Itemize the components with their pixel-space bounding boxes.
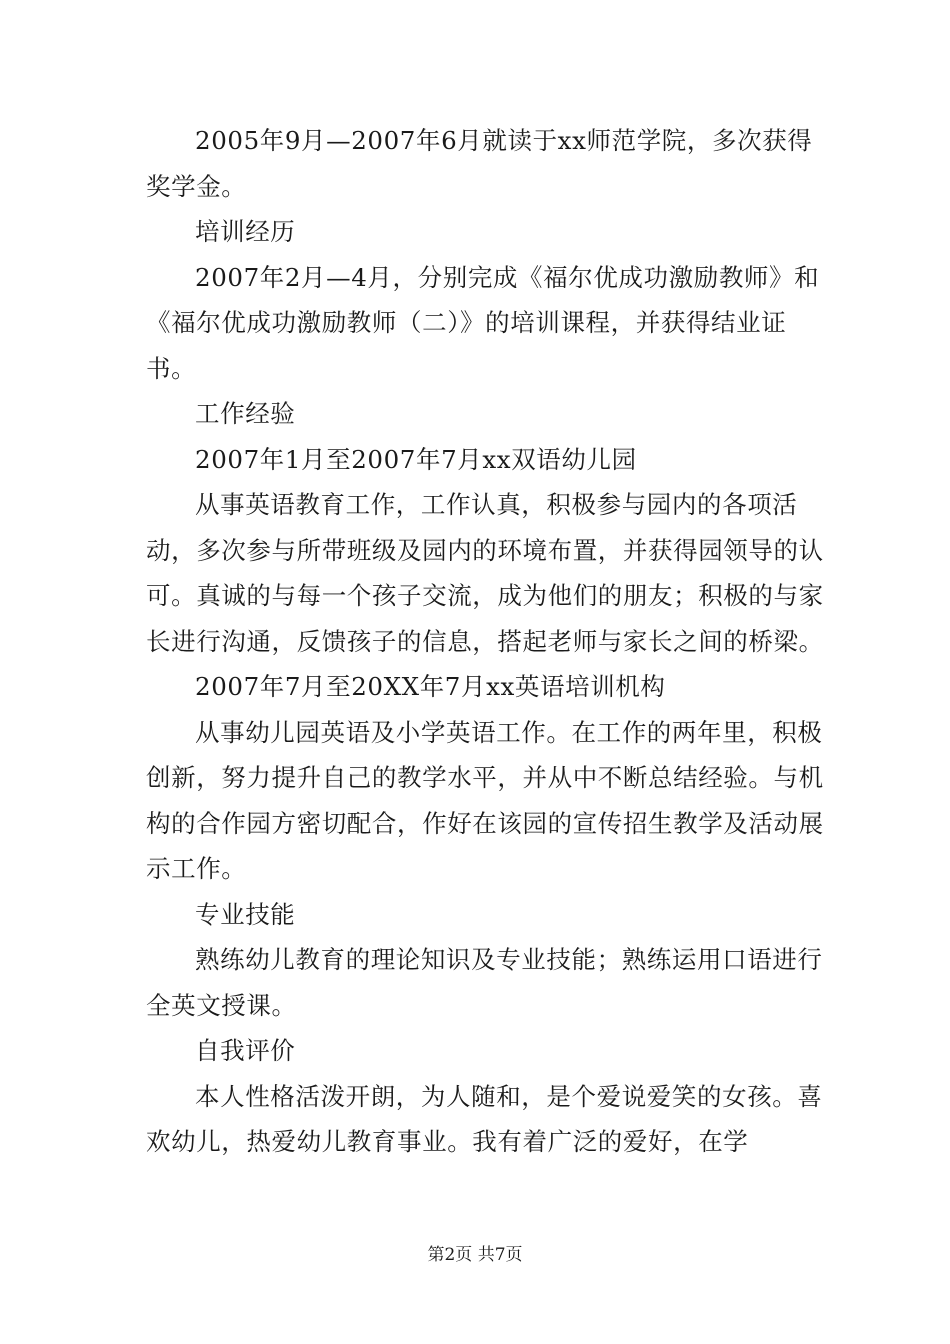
training-paragraph: 2007年2月—4月，分别完成《福尔优成功激励教师》和《福尔优成功激励教师（二）》的培训课程，并获得结业证书。 xyxy=(146,262,820,383)
skills-paragraph: 熟练幼儿教育的理论知识及专业技能；熟练运用口语进行全英文授课。 xyxy=(146,945,823,1020)
education-paragraph: 2005年9月—2007年6月就读于xx师范学院，多次获得奖学金。 xyxy=(146,126,813,201)
document-body xyxy=(146,118,836,1165)
page-number-footer: 第2页 共7页 xyxy=(427,1245,523,1265)
job-title-kindergarten: 2007年1月至2007年7月xx双语幼儿园 xyxy=(195,444,637,474)
self-evaluation-paragraph: 本人性格活泼开朗，为人随和，是个爱说爱笑的女孩。喜欢幼儿，热爱幼儿教育事业。我有着广泛的爱好，在学 xyxy=(146,1081,823,1156)
job-description-kindergarten: 从事英语教育工作，工作认真，积极参与园内的各项活动，多次参与所带班级及园内的环境布置，并获得园领导的认可。真诚的与每一个孩子交流，成为他们的朋友；积极的与家长进行沟通，反馈孩子的信息，搭起老师与家长之间的桥梁。 xyxy=(146,490,824,656)
section-heading-work-experience: 工作经验 xyxy=(195,399,296,428)
section-heading-skills: 专业技能 xyxy=(195,899,296,929)
job-title-training-institute: 2007年7月至20XX年7月xx英语培训机构 xyxy=(195,672,666,701)
section-heading-training: 培训经历 xyxy=(195,217,296,246)
job-description-training-institute: 从事幼儿园英语及小学英语工作。在工作的两年里，积极创新，努力提升自己的教学水平，并从中不断总结经验。与机构的合作园方密切配合，作好在该园的宣传招生教学及活动展示工作。 xyxy=(146,717,824,883)
section-heading-self-evaluation: 自我评价 xyxy=(195,1036,296,1065)
